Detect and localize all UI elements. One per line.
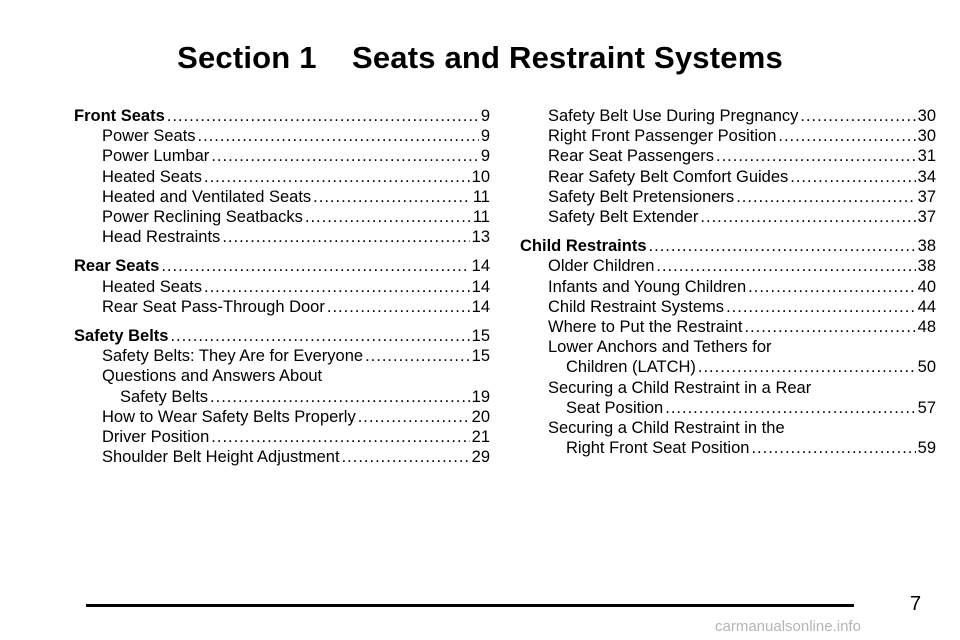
dot-leader	[204, 277, 470, 297]
toc-entry-page: 9	[480, 147, 490, 166]
toc-entry-label: Safety Belt Pretensioners	[548, 187, 735, 206]
dot-leader	[649, 236, 916, 256]
toc-entry-label: Front Seats	[74, 107, 165, 125]
toc-entry-label: Where to Put the Restraint	[548, 318, 743, 337]
toc-entry-page: 11	[472, 208, 490, 227]
toc-entry-page: 37	[917, 187, 936, 206]
dot-leader	[736, 187, 915, 207]
toc-entry-label: Seat Position	[566, 398, 664, 417]
toc-entry-label: Child Restraints	[520, 237, 647, 256]
toc-entry[interactable]	[520, 207, 936, 227]
dot-leader	[161, 256, 469, 276]
toc-entry-page: 21	[471, 428, 490, 447]
dot-leader	[313, 187, 471, 207]
toc-entry-page: 44	[917, 297, 936, 316]
dot-leader	[222, 227, 469, 247]
toc-entry-page: 57	[917, 398, 936, 417]
watermark: carmanualsonline.info	[715, 618, 861, 635]
toc-entry-page: 38	[917, 257, 936, 276]
toc-entry-label: Right Front Passenger Position	[548, 127, 777, 146]
toc-entry-page: 15	[471, 347, 490, 366]
toc-entry-label: How to Wear Safety Belts Properly	[102, 407, 356, 426]
toc-entry[interactable]	[520, 317, 936, 337]
toc-entry-page: 14	[471, 277, 490, 296]
toc-entry[interactable]	[74, 427, 490, 447]
toc-entry-label: Safety Belt Extender	[548, 208, 699, 227]
toc-entry-label: Rear Seats	[74, 257, 160, 276]
toc-entry-text: Securing a Child Restraint in the	[548, 419, 785, 438]
toc-column-right	[520, 106, 936, 458]
toc-entry-text: Lower Anchors and Tethers for	[548, 338, 772, 357]
toc-entry-page: 14	[471, 297, 490, 316]
toc-entry-page: 29	[471, 448, 490, 467]
dot-leader	[656, 256, 915, 276]
toc-entry-label: Safety Belt Use During Pregnancy	[548, 107, 799, 125]
toc-entry-label: Safety Belts: They Are for Everyone	[102, 347, 364, 366]
toc-entry[interactable]	[74, 146, 490, 166]
toc-heading[interactable]	[520, 236, 936, 256]
toc-entry-page: 15	[471, 327, 490, 346]
toc-entry[interactable]	[74, 167, 490, 187]
toc-entry[interactable]	[520, 256, 936, 276]
toc-entry-label: Rear Safety Belt Comfort Guides	[548, 167, 789, 186]
toc-entry[interactable]	[520, 438, 936, 458]
toc-entry-label: Safety Belts	[120, 387, 209, 406]
toc-entry[interactable]	[520, 357, 936, 377]
dot-leader	[700, 207, 915, 227]
dot-leader	[716, 146, 916, 166]
dot-leader	[342, 447, 470, 467]
dot-leader	[748, 277, 915, 297]
toc-heading[interactable]	[74, 326, 490, 346]
toc-entry-label: Head Restraints	[102, 228, 221, 247]
toc-entry-label: Older Children	[548, 257, 655, 276]
toc-entry-page: 34	[917, 167, 936, 186]
toc-entry-label: Heated Seats	[102, 167, 202, 186]
toc-entry-label: Shoulder Belt Height Adjustment	[102, 448, 340, 467]
dot-leader	[167, 106, 479, 126]
toc-entry-label: Rear Seat Pass-Through Door	[102, 297, 325, 316]
toc-entry[interactable]	[520, 398, 936, 418]
toc-entry-page: 37	[917, 208, 936, 227]
dot-leader	[305, 207, 471, 227]
toc-entry-page: 59	[917, 439, 936, 458]
dot-leader	[211, 427, 469, 447]
toc-entry-label: Heated Seats	[102, 277, 202, 296]
toc-entry[interactable]	[74, 277, 490, 297]
toc-entry-page: 30	[917, 107, 936, 125]
section-title: Section 1 Seats and Restraint Systems	[177, 40, 783, 75]
toc-entry[interactable]	[74, 187, 490, 207]
toc-entry-page: 13	[471, 228, 490, 247]
toc-entry[interactable]	[74, 227, 490, 247]
toc-entry-text: Securing a Child Restraint in a Rear	[548, 378, 812, 397]
toc-entry-label: Children (LATCH)	[566, 358, 696, 377]
toc-entry-page: 48	[917, 318, 936, 337]
toc-entry-label: Safety Belts	[74, 327, 169, 346]
toc-column-left	[74, 106, 490, 467]
toc-entry[interactable]	[520, 146, 936, 166]
toc-entry-page: 11	[472, 187, 490, 206]
toc-entry-label: Child Restraint Systems	[548, 297, 725, 316]
dot-leader	[790, 167, 915, 187]
toc-entry[interactable]	[520, 167, 936, 187]
toc-entry-page: 40	[917, 277, 936, 296]
toc-entry-label: Power Lumbar	[102, 147, 210, 166]
toc-entry[interactable]	[520, 187, 936, 207]
toc-entry[interactable]	[520, 297, 936, 317]
toc-entry-label: Right Front Seat Position	[566, 439, 750, 458]
toc-entry[interactable]	[520, 277, 936, 297]
toc-entry[interactable]	[520, 106, 936, 126]
dot-leader	[778, 126, 915, 146]
toc-heading[interactable]	[74, 106, 490, 126]
dot-leader	[327, 297, 470, 317]
dot-leader	[698, 357, 916, 377]
dot-leader	[358, 407, 470, 427]
toc-entry[interactable]	[74, 407, 490, 427]
toc-entry-page: 50	[917, 358, 936, 377]
toc-entry-page: 30	[917, 127, 936, 146]
dot-leader	[365, 346, 470, 366]
page-number: 7	[910, 593, 922, 615]
toc-entry[interactable]	[74, 387, 490, 407]
toc-entry-label: Power Reclining Seatbacks	[102, 208, 303, 227]
toc-entry-label: Rear Seat Passengers	[548, 147, 715, 166]
dot-leader	[204, 167, 470, 187]
toc-entry[interactable]	[74, 207, 490, 227]
toc-entry-label: Driver Position	[102, 428, 210, 447]
toc-entry-page: 14	[471, 257, 490, 276]
toc-entry[interactable]	[74, 346, 490, 366]
toc-entry[interactable]	[74, 126, 490, 146]
toc-entry-page: 31	[917, 147, 936, 166]
toc-entry-text: Questions and Answers About	[102, 367, 323, 386]
dot-leader	[198, 126, 479, 146]
dot-leader	[211, 146, 479, 166]
toc-entry-page: 10	[471, 167, 490, 186]
toc-entry[interactable]	[520, 126, 936, 146]
toc-entry[interactable]	[74, 447, 490, 467]
toc-entry-label: Infants and Young Children	[548, 277, 747, 296]
footer-rule	[86, 604, 854, 607]
toc-entry-page: 20	[471, 407, 490, 426]
dot-leader	[751, 438, 915, 458]
toc-entry-page: 38	[917, 237, 936, 256]
toc-entry-page: 9	[480, 107, 490, 125]
toc-entry-label: Power Seats	[102, 127, 196, 146]
dot-leader	[210, 387, 470, 407]
dot-leader	[744, 317, 915, 337]
toc-entry[interactable]	[74, 297, 490, 317]
toc-entry-page: 9	[480, 127, 490, 146]
dot-leader	[800, 106, 915, 126]
toc-entry-label: Heated and Ventilated Seats	[102, 187, 312, 206]
toc-entry-page: 19	[471, 387, 490, 406]
dot-leader	[170, 326, 469, 346]
dot-leader	[665, 398, 915, 418]
toc-heading[interactable]	[74, 256, 490, 276]
dot-leader	[726, 297, 916, 317]
